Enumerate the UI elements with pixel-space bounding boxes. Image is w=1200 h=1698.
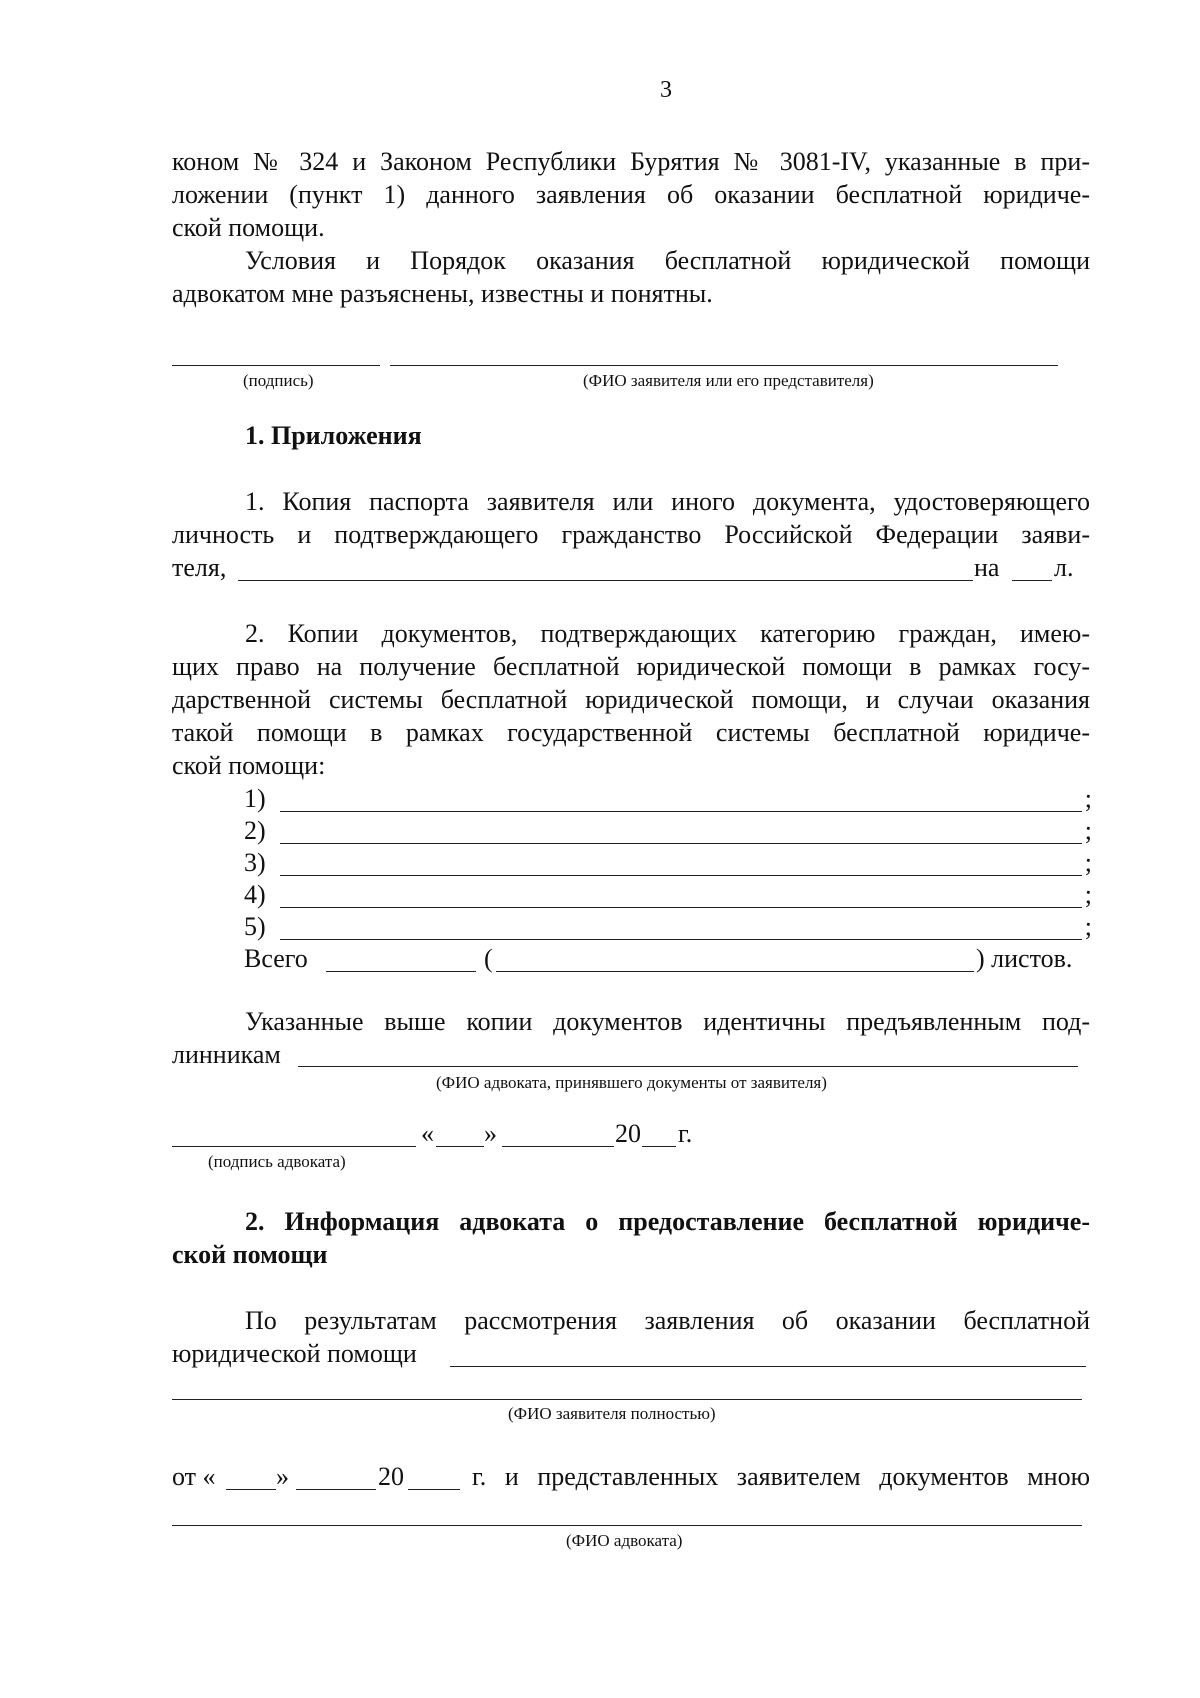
intro-line-5: адвокатом мне разъяснены, известны и понятны. xyxy=(172,279,713,308)
list-number: 3) xyxy=(244,848,266,877)
from-year-field[interactable] xyxy=(408,1489,460,1490)
applicant-name-line xyxy=(390,365,1058,366)
from-close-quote: » xyxy=(276,1462,289,1491)
lawyer-signature-line[interactable] xyxy=(172,1146,416,1147)
total-count-field[interactable] xyxy=(326,971,476,972)
date-year-field[interactable] xyxy=(642,1146,676,1147)
attachment1-line-3-start: теля, xyxy=(172,553,227,582)
signature-line xyxy=(172,365,380,366)
list-end: ; xyxy=(1084,912,1092,941)
list-number: 5) xyxy=(244,912,266,941)
results-line-2-start: юридической помощи xyxy=(172,1339,417,1368)
list-blank-line[interactable] xyxy=(280,875,1082,876)
pages-count-field[interactable] xyxy=(1012,580,1052,581)
date-open-quote: « xyxy=(421,1119,434,1148)
copies-line-2-start: линникам xyxy=(172,1040,281,1069)
total-suffix: ) листов. xyxy=(976,944,1073,973)
pages-na-label: на xyxy=(974,553,1000,582)
from-month-field[interactable] xyxy=(296,1489,376,1490)
signature-caption: (подпись) xyxy=(243,371,314,390)
list-blank-line[interactable] xyxy=(280,811,1082,812)
intro-line-2: ложении (пункт 1) данного заявления об оказании бесплатной юридиче- xyxy=(172,180,1090,209)
passport-document-field[interactable] xyxy=(238,580,973,581)
list-number: 1) xyxy=(244,784,266,813)
attachment2-line-2: щих право на получение бесплатной юридической помощи в рамках госу- xyxy=(172,652,1090,681)
list-number: 4) xyxy=(244,880,266,909)
date-year-suffix: г. xyxy=(678,1119,693,1148)
from-day-field[interactable] xyxy=(226,1489,276,1490)
from-prefix: от « xyxy=(172,1462,216,1491)
document-list-item[interactable] xyxy=(244,847,1092,879)
date-day-field[interactable] xyxy=(436,1146,484,1147)
date-month-field[interactable] xyxy=(502,1146,614,1147)
list-blank-line[interactable] xyxy=(280,907,1082,908)
intro-line-1: коном № 324 и Законом Республики Бурятия № 3081-IV, указанные в при- xyxy=(172,147,1090,176)
attachment2-line-1: 2. Копии документов, подтверждающих категорию граждан, имею- xyxy=(245,619,1090,648)
attachment1-line-1: 1. Копия паспорта заявителя или иного документа, удостоверяющего xyxy=(245,487,1090,516)
intro-line-4: Условия и Порядок оказания бесплатной юридической помощи xyxy=(245,246,1090,275)
document-list-item[interactable] xyxy=(244,783,1092,815)
list-end: ; xyxy=(1084,848,1092,877)
section2-heading-line-1: 2. Информация адвоката о предоставление бесплатной юридиче- xyxy=(245,1207,1090,1236)
copies-line-1: Указанные выше копии документов идентичны предъявленным под- xyxy=(245,1007,1090,1036)
document-list-item[interactable] xyxy=(244,911,1092,943)
attachment2-line-4: такой помощи в рамках государственной системы бесплатной юридиче- xyxy=(172,718,1090,747)
receiving-lawyer-field[interactable] xyxy=(298,1066,1078,1067)
results-line-1: По результатам рассмотрения заявления об оказании бесплатной xyxy=(245,1306,1090,1335)
page-number: 3 xyxy=(660,77,672,103)
lawyer-name-caption: (ФИО адвоката) xyxy=(566,1531,683,1550)
list-end: ; xyxy=(1084,880,1092,909)
document-list-item[interactable] xyxy=(244,815,1092,847)
list-end: ; xyxy=(1084,784,1092,813)
total-paren-open: ( xyxy=(484,944,493,973)
date-year-prefix: 20 xyxy=(615,1119,641,1148)
lawyer-name-field[interactable] xyxy=(172,1525,1082,1526)
list-blank-line[interactable] xyxy=(280,939,1082,940)
receiving-lawyer-caption: (ФИО адвоката, принявшего документы от заявителя) xyxy=(436,1073,827,1092)
list-end: ; xyxy=(1084,816,1092,845)
list-blank-line[interactable] xyxy=(280,843,1082,844)
section2-heading-line-2: ской помощи xyxy=(172,1240,328,1269)
total-words-field[interactable] xyxy=(496,971,974,972)
applicant-full-name-caption: (ФИО заявителя полностью) xyxy=(508,1404,716,1423)
section1-heading: 1. Приложения xyxy=(245,421,422,450)
document-list-item[interactable] xyxy=(244,879,1092,911)
intro-line-3: ской помощи. xyxy=(172,213,325,242)
total-label: Всего xyxy=(244,944,308,973)
applicant-full-name-field[interactable] xyxy=(450,1366,1086,1367)
attachment2-line-3: дарственной системы бесплатной юридической помощи, и случаи оказания xyxy=(172,685,1090,714)
list-number: 2) xyxy=(244,816,266,845)
date-close-quote: » xyxy=(484,1119,497,1148)
applicant-full-name-field-continued[interactable] xyxy=(172,1399,1082,1400)
attachment2-line-5: ской помощи: xyxy=(172,751,326,780)
from-suffix: г. и представленных заявителем документов мною xyxy=(472,1462,1090,1491)
from-year-prefix: 20 xyxy=(378,1462,404,1491)
attachment1-line-2: личность и подтверждающего гражданство Российской Федерации заяви- xyxy=(172,520,1090,549)
applicant-name-caption: (ФИО заявителя или его представителя) xyxy=(583,371,874,390)
pages-l-label: л. xyxy=(1054,553,1074,582)
lawyer-signature-caption: (подпись адвоката) xyxy=(208,1152,346,1171)
